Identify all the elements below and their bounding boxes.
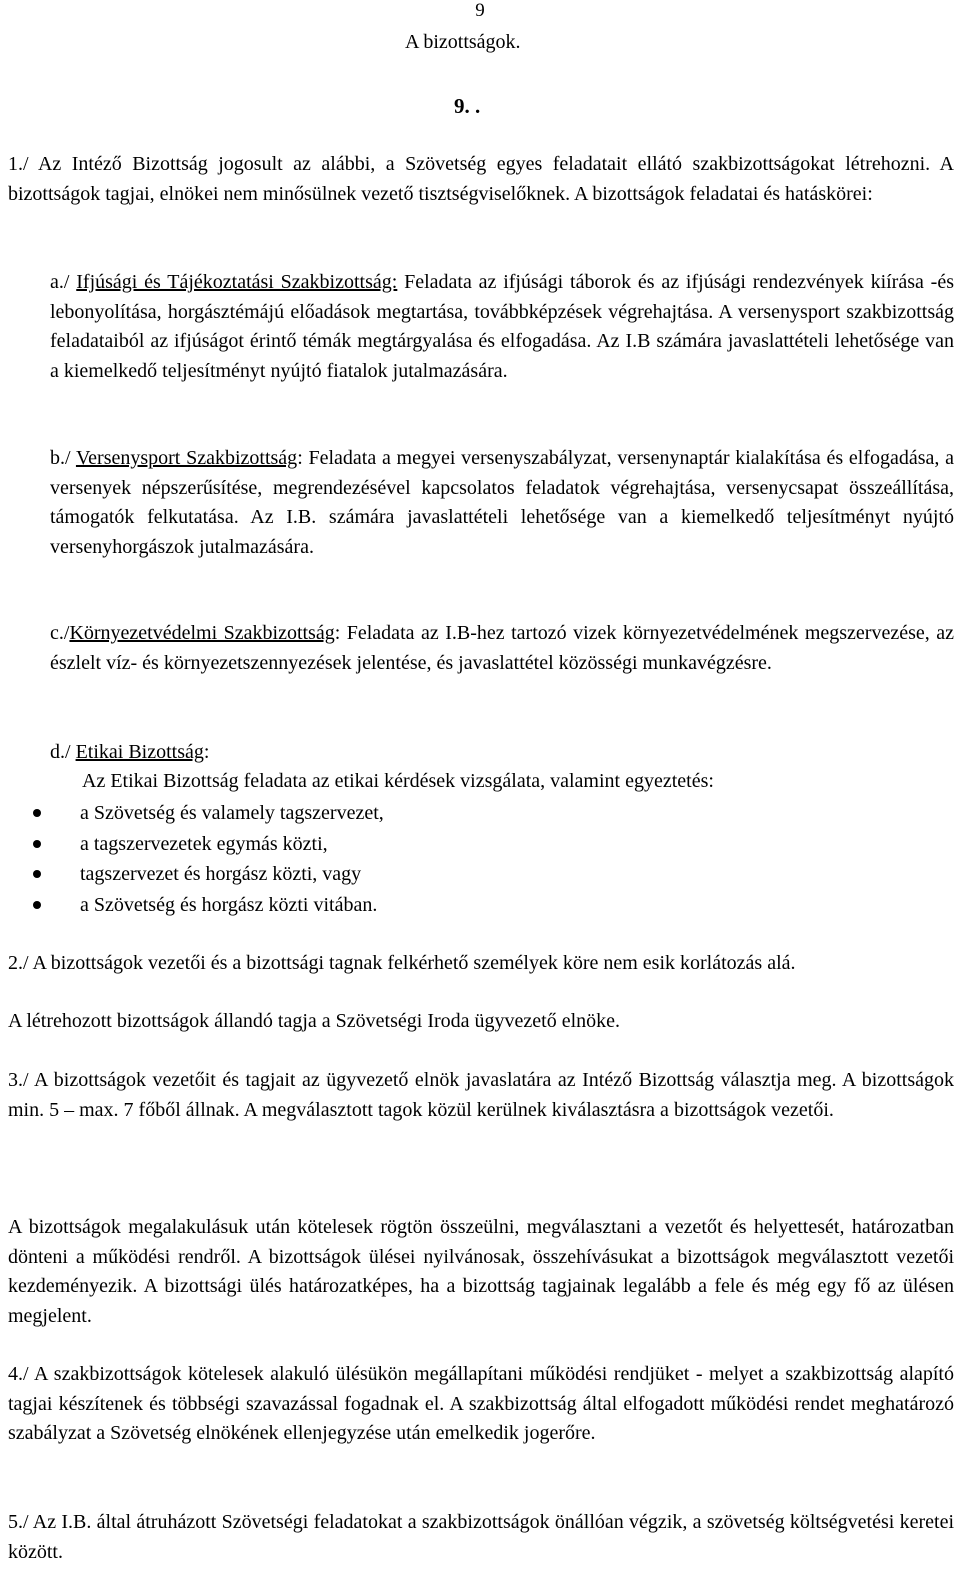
paragraph-a-title: Ifjúsági és Tájékoztatási Szakbizottság: <box>76 271 398 293</box>
paragraph-a-prefix: a./ <box>50 271 70 293</box>
list-item: a Szövetség és valamely tagszervezet, <box>8 798 954 829</box>
paragraph-d-suffix: : <box>203 741 210 763</box>
paragraph-1: 1./ Az Intéző Bizottság jogosult az alábbi, a Szövetség egyes feladatait ellátó szakbizottságokat létrehozni. A bizottságok tagjai, elnökei nem minősülnek vezető tisztségviselőknek. A bizottságok feladatai és hatáskörei: <box>8 153 954 205</box>
paragraph-d-prefix: d./ <box>50 741 71 763</box>
paragraph-c-title: Környezetvédelmi Szakbizottság <box>69 622 335 644</box>
paragraph-2: 2./ A bizottságok vezetői és a bizottsági tagnak felkérhető személyek köre nem esik korlátozás alá. <box>8 952 796 974</box>
page-heading: A bizottságok. <box>405 31 521 53</box>
paragraph-3: 3./ A bizottságok vezetőit és tagjait az ügyvezető elnök javaslatára az Intéző Bizottság választja meg. A bizottságok min. 5 – max. 7 főből állnak. A megválasztott tagok közül kerülnek kiválasztásra a bizottságok vezetői. <box>8 1069 954 1121</box>
bullet-icon <box>33 901 41 909</box>
paragraph-b-prefix: b./ <box>50 447 71 469</box>
section-heading <box>454 93 480 119</box>
bullet-list <box>8 798 954 920</box>
list-item: tagszervezet és horgász közti, vagy <box>8 859 954 890</box>
section-suffix: . <box>475 94 481 118</box>
bullet-icon <box>33 809 41 817</box>
section-number: 9. <box>454 94 470 118</box>
paragraph-a-text: Feladata az ifjúsági táborok és az ifjúsági rendezvények kiírása -és lebonyolítása, horgásztémájú előadások megtartása, továbbképzések végrehajtása. A versenysport szakbizottság feladataiból az ifjúságot érintő témák megtárgyalása és elfogadása. Az I.B számára javaslattételi lehetősége van a kiemelkedő teljesítményt nyújtó fiatalok jutalmazására. <box>50 271 954 382</box>
paragraph-d-intro: Az Etikai Bizottság feladata az etikai kérdések vizsgálata, valamint egyeztetés: <box>82 770 714 792</box>
paragraph-5: 5./ Az I.B. által átruházott Szövetségi feladatokat a szakbizottságok önállóan végzik, a szövetség költségvetési keretei között. <box>8 1511 954 1563</box>
paragraph-2b: A létrehozott bizottságok állandó tagja a Szövetségi Iroda ügyvezető elnöke. <box>8 1010 621 1032</box>
paragraph-b-text: : Feladata a megyei versenyszabályzat, versenynaptár kialakítása és elfogadása, a versenyek népszerűsítése, megrendezésével kapcsolatos feladatok végrehajtása, versenycsapat összeállítása, támogatók felkutatása. Az I.B. számára javaslattételi lehetősége van a kiemelkedő teljesítményt nyújtó versenyhorgászok jutalmazására. <box>50 447 954 558</box>
paragraph-d-title <box>50 738 954 768</box>
paragraph-a <box>50 268 954 386</box>
list-item: a tagszervezetek egymás közti, <box>8 829 954 860</box>
paragraph-c-prefix: c./ <box>50 622 70 644</box>
paragraph-b-title: Versenysport Szakbizottság <box>75 447 298 469</box>
page-number: 9 <box>475 0 485 21</box>
paragraph-c <box>50 619 954 678</box>
paragraph-4: 4./ A szakbizottságok kötelesek alakuló ülésükön megállapítani működési rendjüket - melyet a szakbizottság alapító tagjai készítenek és többségi szavazással fogadnak el. A szakbizottság által elfogadott működési rendet meghatározó szabályzat a Szövetség elnökének ellenjegyzése után emelkedik jogerőre. <box>8 1363 954 1444</box>
paragraph-d-heading: Etikai Bizottság <box>75 741 204 763</box>
paragraph-establishment: A bizottságok megalakulásuk után kötelesek rögtön összeülni, megválasztani a vezetőt és helyettesét, határozatban dönteni a működési rendről. A bizottságok ülései nyilvánosak, összehívásukat a bizottságok megválasztott vezetői kezdeményezik. A bizottsági ülés határozatképes, ha a bizottság tagjainak legalább a fele és még egy fő az ülésen megjelent. <box>8 1216 954 1327</box>
paragraph-b <box>50 444 954 562</box>
list-item: a Szövetség és horgász közti vitában. <box>8 890 954 921</box>
bullet-icon <box>33 840 41 848</box>
bullet-icon <box>33 870 41 878</box>
paragraph-c-text: : Feladata az I.B-hez tartozó vizek környezetvédelmének megszervezése, az észlelt víz- és környezetszennyezések jelentése, és javaslattétel közösségi munkavégzésre. <box>50 622 954 674</box>
